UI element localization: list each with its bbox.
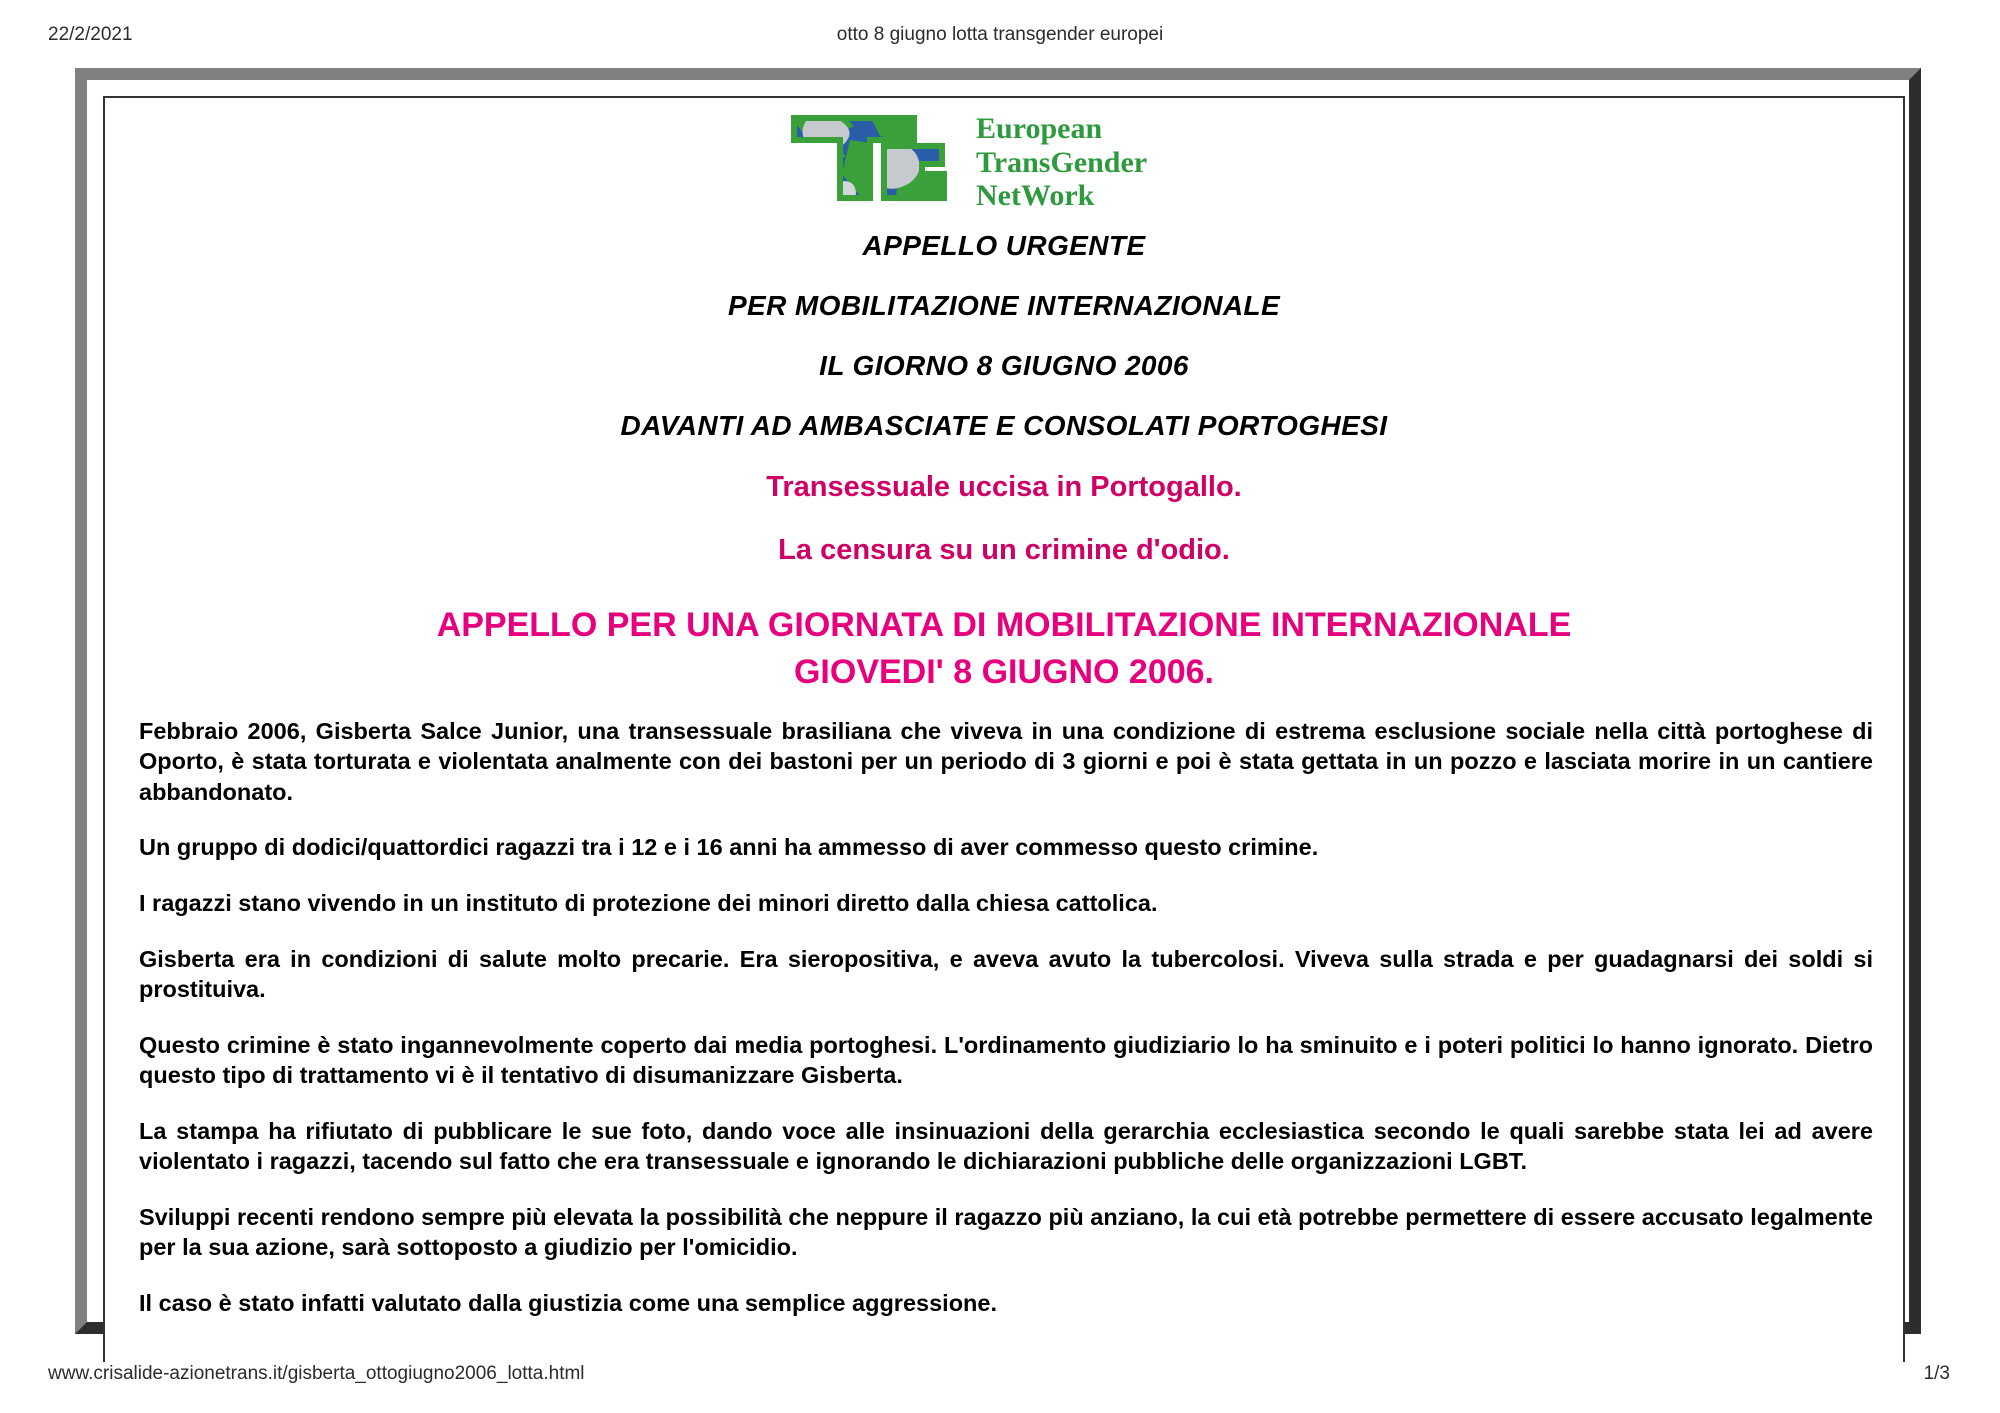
paragraph: Questo crimine è stato ingannevolmente coperto dai media portoghesi. L'ordinamento giudiziario lo ha sminuito e i poteri politici lo hanno ignorato. Dietro questo tipo di trattamento vi è il tentativo di disumanizzare Gisberta. [139, 1031, 1873, 1089]
paragraph: Sviluppi recenti rendono sempre più elevata la possibilità che neppure il ragazzo più anziano, la cui età potrebbe permettere di essere accusato legalmente per la sua azione, sarà sottoposto a giudizio per l'omicidio. [139, 1203, 1873, 1261]
heading-appello-giornata-line2: GIOVEDI' 8 GIUGNO 2006. [793, 652, 1214, 691]
paragraph: Un gruppo di dodici/quattordici ragazzi tra i 12 e i 16 anni ha ammesso di aver commesso questo crimine. [139, 834, 1319, 861]
heading-appello-giornata [105, 582, 1903, 698]
print-document-title: otto 8 giugno lotta transgender europei [836, 24, 1164, 45]
heading-transessuale-uccisa: Transessuale uccisa in Portogallo. [766, 471, 1242, 503]
heading-per-mobilitazione: PER MOBILITAZIONE INTERNAZIONALE [727, 290, 1281, 321]
heading-la-censura: La censura su un crimine d'odio. [778, 534, 1230, 566]
article-text [105, 698, 1903, 1319]
logo-container [105, 98, 1903, 216]
paragraph: Gisberta era in condizioni di salute molto precarie. Era sieropositiva, e aveva avuto la tubercolosi. Viveva sulla strada e per guadagnarsi dei soldi si prostituiva. [139, 945, 1873, 1003]
logo-line-3: NetWork [976, 179, 1095, 208]
paragraph: I ragazzi stano vivendo in un instituto di protezione dei minori diretto dalla chiesa cattolica. [139, 890, 1158, 916]
heading-appello-giornata-line1: APPELLO PER UNA GIORNATA DI MOBILITAZIONE INTERNAZIONALE [436, 606, 1572, 644]
logo-line-2: TransGender [976, 146, 1148, 179]
print-date: 22/2/2021 [48, 24, 133, 45]
page-inner-border [103, 96, 1905, 1362]
logo-line-1: European [976, 112, 1103, 145]
page-frame [75, 68, 1921, 1334]
heading-il-giorno: IL GIORNO 8 GIUGNO 2006 [819, 350, 1189, 381]
print-header [0, 24, 2000, 52]
page-number: 1/3 [1923, 1363, 1950, 1384]
etn-logo [784, 112, 1224, 208]
paragraph: La stampa ha rifiutato di pubblicare le sue foto, dando voce alle insinuazioni della gerarchia ecclesiastica secondo le quali sarebbe stata lei ad avere violentato i ragazzi, tacendo sul fatto che era transessuale e ignorando le dichiarazioni pubbliche delle organizzazioni LGBT. [139, 1117, 1873, 1175]
heading-appello-urgente: APPELLO URGENTE [862, 230, 1146, 261]
source-url: www.crisalide-azionetrans.it/gisberta_ottogiugno2006_lotta.html [48, 1363, 585, 1384]
document-body [105, 98, 1903, 1318]
globe-tg-icon [784, 112, 1224, 208]
heading-davanti-ambasciate: DAVANTI AD AMBASCIATE E CONSOLATI PORTOGHESI [620, 410, 1388, 441]
paragraph: Febbraio 2006, Gisberta Salce Junior, una transessuale brasiliana che viveva in una condizione di estrema esclusione sociale nella città portoghese di Oporto, è stata torturata e violentata analmente con dei bastoni per un periodo di 3 giorni e poi è stata gettata in un pozzo e lasciata morire in un cantiere abbandonato. [139, 717, 1873, 805]
print-footer [0, 1363, 2000, 1389]
paragraph: Il caso è stato infatti valutato dalla giustizia come una semplice aggressione. [139, 1289, 998, 1316]
